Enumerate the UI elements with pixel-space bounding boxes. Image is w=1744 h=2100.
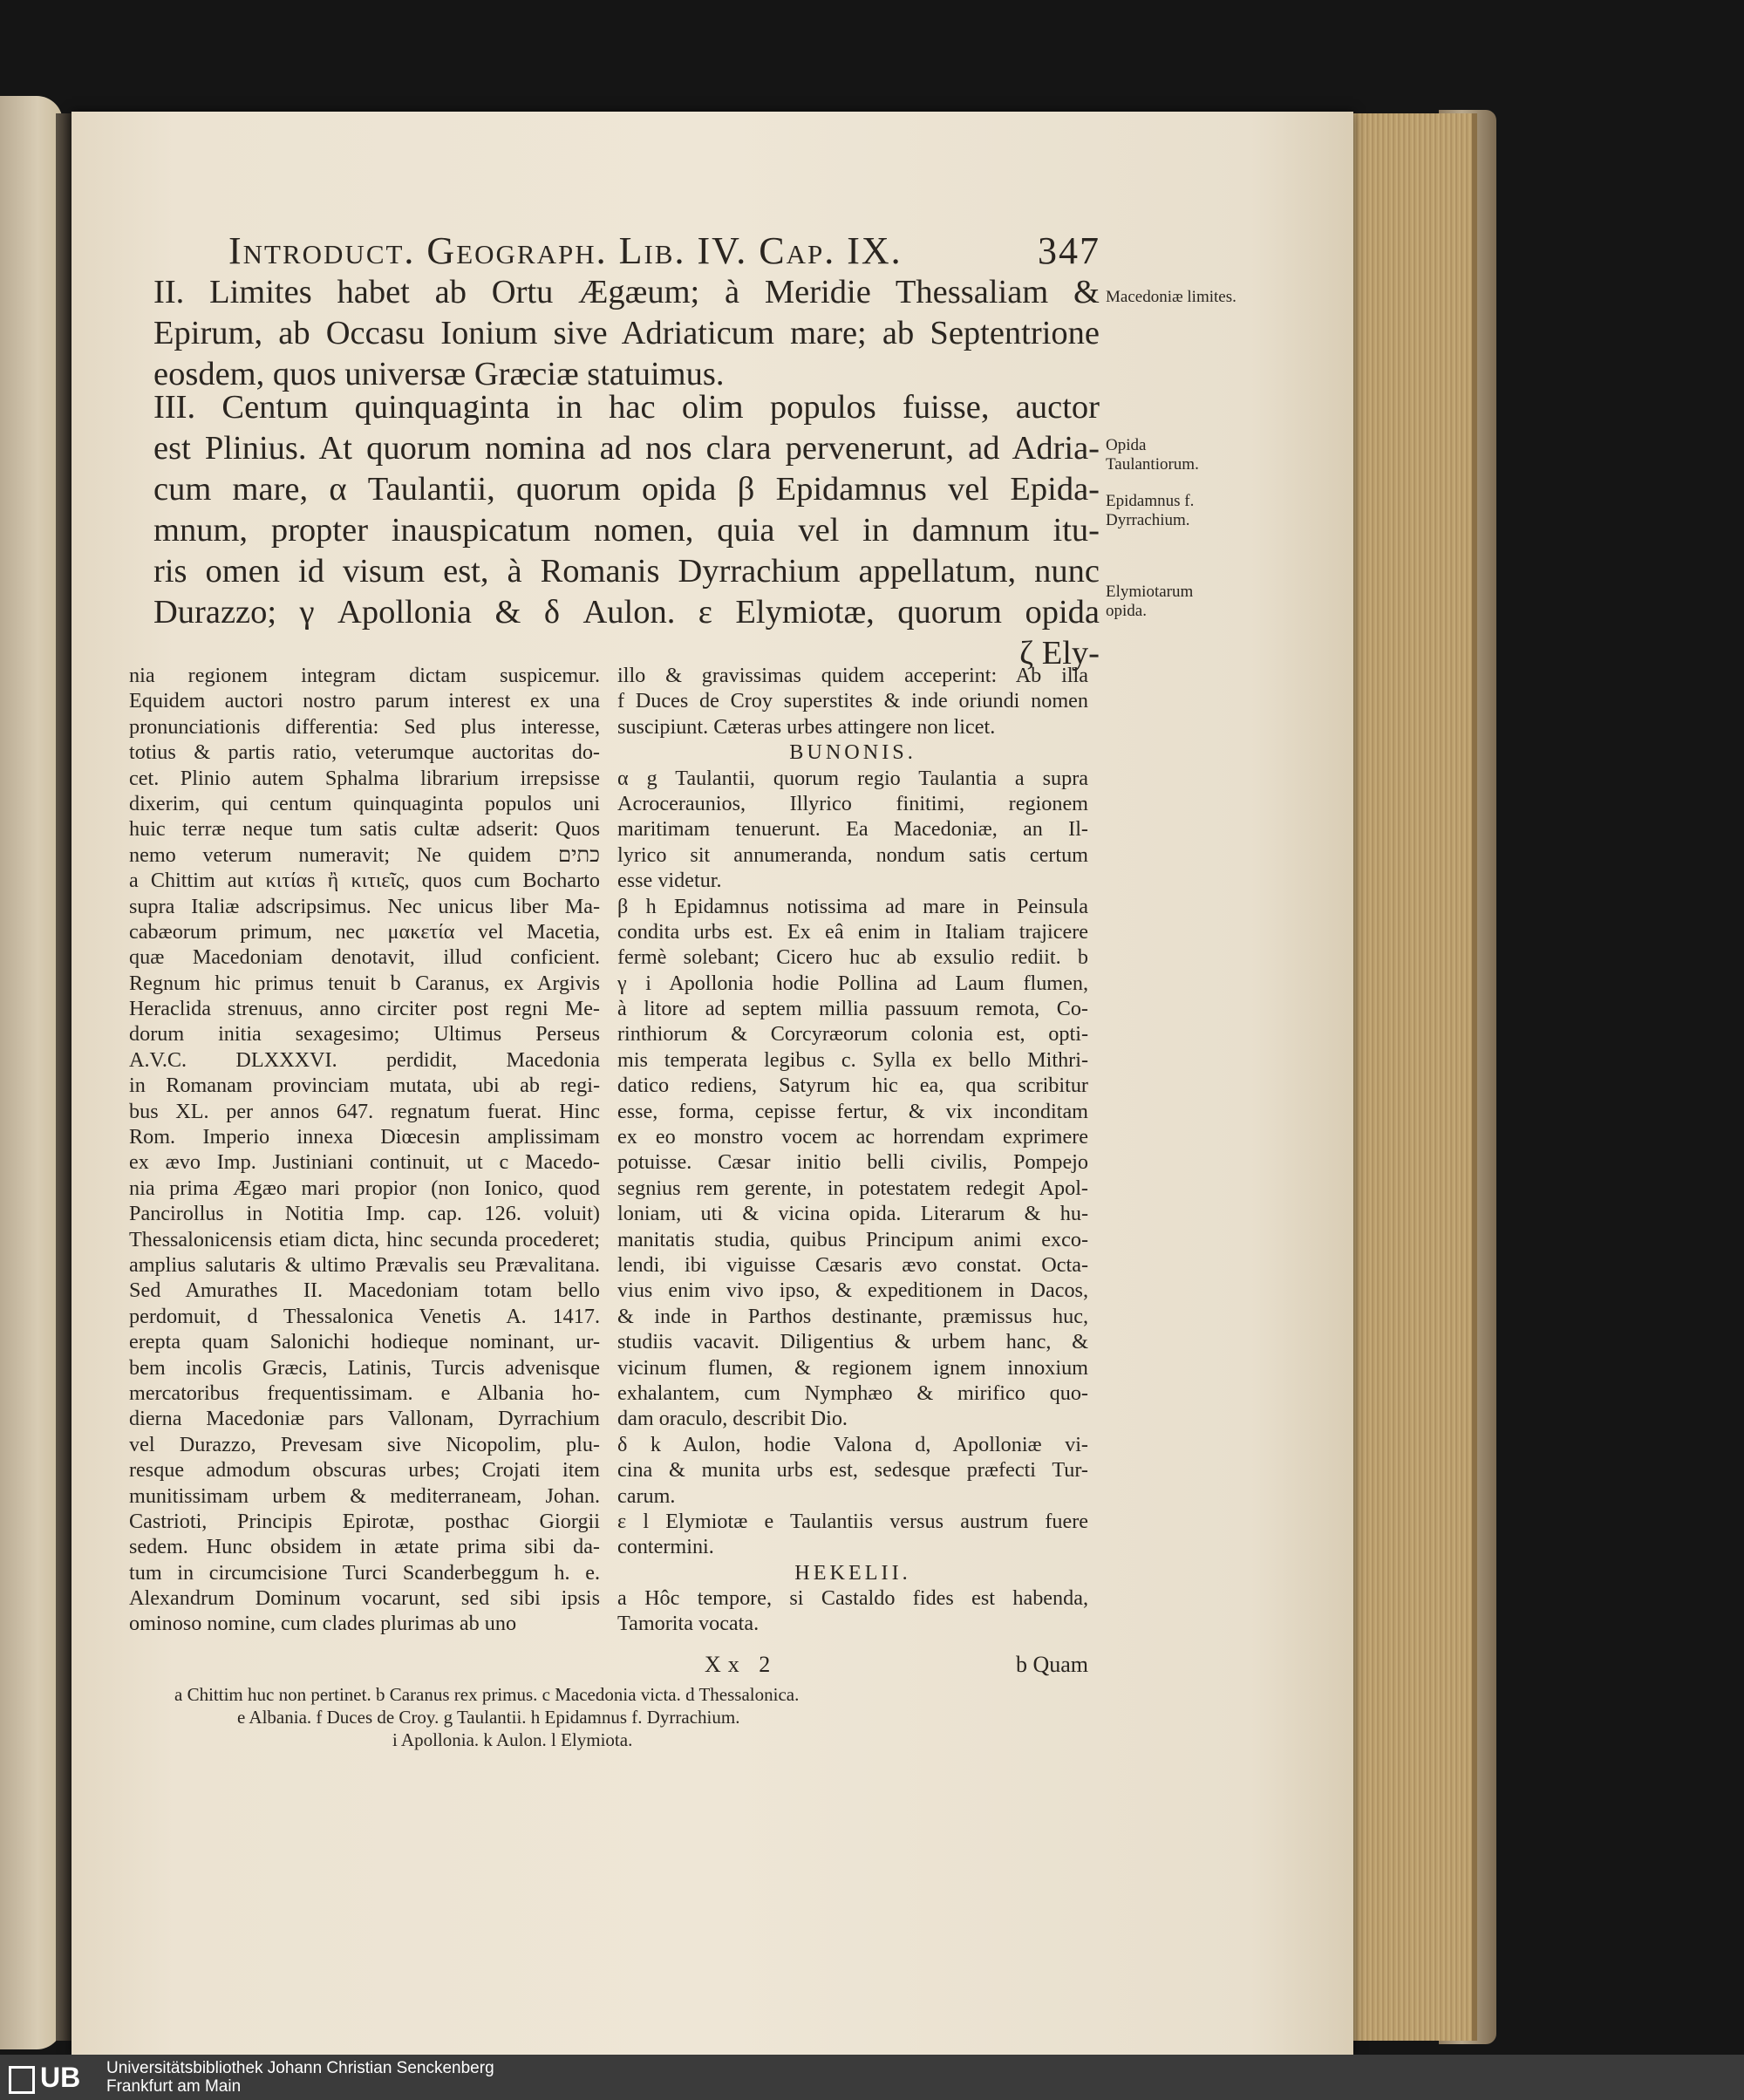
column-line: a Chittim aut κιτίαs ἢ κιτιεῖς, quos cum Bocharto: [129, 869, 600, 893]
footnotes: [174, 1683, 1081, 1751]
column-line: tum in circumcisione Turci Scanderbeggum h. e.: [129, 1560, 600, 1585]
margin-note: Elymiotarum opida.: [1106, 583, 1194, 620]
column-line: β h Epidamnus notissima ad mare in Peinsula: [617, 894, 1088, 918]
column-line: loniam, uti & vicina opida. Literarum & hu-: [617, 1202, 1088, 1226]
column-line: dixerim, qui centum quinquaginta populos uni: [129, 791, 600, 815]
column-line: vicinum flumen, & regionem ignem innoxium: [617, 1355, 1088, 1380]
margin-note: Opida Taulantiorum.: [1106, 436, 1199, 474]
column-line: condita urbs est. Ex eâ enim in Italiam trajicere: [617, 919, 1088, 944]
column-line: Sed Amurathes II. Macedoniam totam bello: [129, 1278, 600, 1303]
column-line: nemo veterum numeravit; Ne quidem כתים: [129, 842, 600, 867]
main-line: II. Limites habet ab Ortu Ægæum; à Meridie Thessaliam &: [153, 274, 1100, 310]
column-line: esse, forma, cepisse fertur, & vix inconditam: [617, 1099, 1088, 1123]
column-line: Regnum hic primus tenuit b Caranus, ex Argivis: [129, 971, 600, 995]
margin-note: Epidamnus f. Dyrrachium.: [1106, 492, 1195, 529]
library-bar: [0, 2055, 1744, 2100]
column-line: fermè solebant; Cicero huc ab exsulio rediit. b: [617, 945, 1088, 970]
column-line: Castrioti, Principis Epirotæ, posthac Giorgii: [129, 1509, 600, 1533]
column-line: esse videtur.: [617, 869, 722, 893]
column-line: exhalantem, cum Nymphæo & mirifico quo-: [617, 1381, 1088, 1405]
ub-logo[interactable]: [9, 2060, 103, 2095]
column-line: carum.: [617, 1483, 676, 1508]
column-line: Acroceraunios, Illyrico finitimi, regionem: [617, 791, 1088, 815]
column-line: f Duces de Croy superstites & inde oriundi nomen: [617, 689, 1088, 713]
library-name-line: Frankfurt am Main: [106, 2077, 242, 2096]
column-line: vel Durazzo, Prevesam sive Nicopolim, plu-: [129, 1432, 600, 1456]
column-line: Heraclida strenuus, anno circiter post regni Me-: [129, 997, 600, 1021]
gutter-shadow: [56, 113, 73, 2041]
column-line: a Hôc tempore, si Castaldo fides est habenda,: [617, 1586, 1088, 1611]
column-line: & inde in Parthos destinante, præmissus huc,: [617, 1304, 1088, 1328]
main-paragraph-2: [153, 272, 1100, 395]
column-line: Rom. Imperio innexa Diœcesin amplissimam: [129, 1125, 600, 1149]
column-line: δ k Aulon, hodie Valona d, Apolloniæ vi-: [617, 1432, 1088, 1456]
column-line: amplius salutaris & ultimo Prævalis seu Prævalitana.: [129, 1252, 600, 1277]
main-paragraph-3: [153, 387, 1100, 674]
column-line: Pancirollus in Notitia Imp. cap. 126. voluit): [129, 1202, 600, 1226]
library-name: [106, 2059, 494, 2096]
column-line: Thessalonicensis etiam dicta, hinc secunda procederet;: [129, 1227, 600, 1251]
column-line: vius enim vivo ipso, & expeditionem in Dacos,: [617, 1278, 1088, 1303]
column-line: resque admodum obscuras urbes; Crojati item: [129, 1458, 600, 1483]
column-line: ominoso nomine, cum clades plurimas ab uno: [129, 1612, 517, 1636]
signature-mark: Xx 2: [705, 1652, 778, 1677]
main-line: Durazzo; γ Apollonia & δ Aulon. ε Elymiotæ, quorum opida: [153, 594, 1100, 631]
column-line: totius & partis ratio, veterumque auctoritas do-: [129, 740, 600, 765]
column-line: manitatis studia, quibus Principum animi exco-: [617, 1227, 1088, 1251]
logo-box-icon: [9, 2066, 35, 2094]
main-line: mnum, propter inauspicatum nomen, quia vel in damnum itu-: [153, 512, 1100, 549]
column-line: potuisse. Cæsar initio belli civilis, Pompejo: [617, 1150, 1088, 1175]
column-line: dierna Macedoniæ pars Vallonam, Dyrrachium: [129, 1407, 600, 1431]
signature-line: [617, 1652, 1088, 1680]
column-line: contermini.: [617, 1535, 714, 1559]
library-name-line: Universitätsbibliothek Johann Christian Senckenberg: [106, 2059, 494, 2077]
column-line: erepta quam Salonichi hodieque nominant, ur-: [129, 1330, 600, 1354]
column-line: Alexandrum Dominum vocarunt, sed sibi ipsis: [129, 1586, 600, 1611]
margin-note: Macedoniæ limites.: [1106, 288, 1236, 306]
page-stack-edge: [1343, 113, 1477, 2041]
column-line: datico rediens, Satyrum hic ea, qua scribitur: [617, 1074, 1088, 1098]
main-line: eosdem, quos universæ Græciæ statuimus.: [153, 356, 725, 392]
column-line: Equidem auctori nostro parum interest ex una: [129, 689, 600, 713]
column-line: bus XL. per annos 647. regnatum fuerat. Hinc: [129, 1099, 600, 1123]
column-line: suscipiunt. Cæteras urbes attingere non licet.: [617, 714, 996, 739]
column-line: studiis vacavit. Diligentius & urbem hanc, &: [617, 1330, 1088, 1354]
column-line: ex eo monstro vocem ac horrendam exprimere: [617, 1125, 1088, 1149]
column-line: illo & gravissimas quidem acceperint: Ab illa: [617, 664, 1088, 687]
column-line: HEKELII.: [794, 1560, 911, 1585]
column-line: perdomuit, d Thessalonica Venetis A. 1417.: [129, 1304, 600, 1328]
column-line: lyrico sit annumeranda, nondum satis certum: [617, 842, 1088, 867]
column-line: pronunciationis differentia: Sed plus interesse,: [129, 714, 600, 739]
running-head-title: Introduct. Geograph. Lib. IV. Cap. IX.: [228, 229, 903, 272]
column-line: Tamorita vocata.: [617, 1612, 760, 1636]
footnote-line: i Apollonia. k Aulon. l Elymiota.: [392, 1729, 633, 1750]
column-line: à litore ad septem millia passuum remota, Co-: [617, 997, 1088, 1021]
column-line: dam oraculo, describit Dio.: [617, 1407, 848, 1431]
column-line: cet. Plinio autem Sphalma librarium irrepsisse: [129, 766, 600, 790]
column-line: ε l Elymiotæ e Taulantiis versus austrum fuere: [617, 1509, 1088, 1533]
column-line: rinthiorum & Corcyræorum colonia est, opti-: [617, 1022, 1088, 1047]
column-line: cabæorum primum, nec μακετία vel Macetia,: [129, 919, 600, 944]
main-line: cum mare, α Taulantii, quorum opida β Epidamnus vel Epida-: [153, 471, 1100, 508]
column-line: mercatoribus frequentissimam. e Albania ho-: [129, 1381, 600, 1405]
main-line: est Plinius. At quorum nomina ad nos clara pervenerunt, ad Adria-: [153, 430, 1100, 467]
main-line: III. Centum quinquaginta in hac olim populos fuisse, auctor: [153, 389, 1100, 426]
column-line: munitissimam urbem & mediterraneam, Johan.: [129, 1483, 600, 1508]
catchword: b Quam: [1015, 1652, 1088, 1677]
right-column: [617, 663, 1088, 1637]
main-line: ζ Ely-: [1019, 635, 1100, 672]
column-line: A.V.C. DLXXXVI. perdidit, Macedonia: [129, 1047, 600, 1072]
column-line: bem incolis Græcis, Latinis, Turcis advenisque: [129, 1355, 600, 1380]
main-line: ris omen id visum est, à Romanis Dyrrachium appellatum, nunc: [153, 553, 1100, 590]
column-line: ex ævo Imp. Justiniani continuit, ut c Macedo-: [129, 1150, 600, 1175]
column-line: nia regionem integram dictam suspicemur.: [129, 664, 600, 687]
column-line: supra Italiæ adscripsimus. Nec unicus liber Ma-: [129, 894, 600, 918]
column-line: in Romanam provinciam mutata, ubi ab regi-: [129, 1074, 600, 1098]
column-line: cina & munita urbs est, sedesque præfecti Tur-: [617, 1458, 1088, 1483]
column-line: sedem. Hunc obsidem in ætate prima sibi da-: [129, 1535, 600, 1559]
left-page-edge: [0, 96, 63, 2049]
column-line: α g Taulantii, quorum regio Taulantia a supra: [617, 766, 1088, 790]
column-line: quæ Macedoniam denotavit, illud conficient.: [129, 945, 600, 970]
column-line: lendi, ibi viguisse Cæsaris ævo constat. Octa-: [617, 1252, 1088, 1277]
column-line: segnius rem gerente, in potestatem redegit Apol-: [617, 1176, 1088, 1200]
column-line: mis temperata legibus c. Sylla ex bello Mithri-: [617, 1047, 1088, 1072]
logo-text: UB: [40, 2062, 81, 2093]
column-line: nia prima Ægæo mari propior (non Ionico, quod: [129, 1176, 600, 1200]
column-line: γ i Apollonia hodie Pollina ad Laum flumen,: [617, 971, 1088, 995]
column-line: maritimam tenuerunt. Ea Macedoniæ, an Il-: [617, 817, 1088, 842]
footnote-line: e Albania. f Duces de Croy. g Taulantii. h Epidamnus f. Dyrrachium.: [237, 1707, 740, 1728]
running-head: [228, 228, 1100, 270]
column-line: BUNONIS.: [789, 740, 916, 765]
column-line: dorum initia sexagesimo; Ultimus Perseus: [129, 1022, 600, 1047]
page-number: 347: [1038, 229, 1100, 272]
left-column: [129, 663, 600, 1637]
main-line: Epirum, ab Occasu Ionium sive Adriaticum mare; ab Septentrione: [153, 315, 1100, 351]
column-line: huic terræ neque tum satis cultæ adserit: Quos: [129, 817, 600, 842]
footnote-line: a Chittim huc non pertinet. b Caranus rex primus. c Macedonia victa. d Thessalonica.: [174, 1684, 800, 1705]
